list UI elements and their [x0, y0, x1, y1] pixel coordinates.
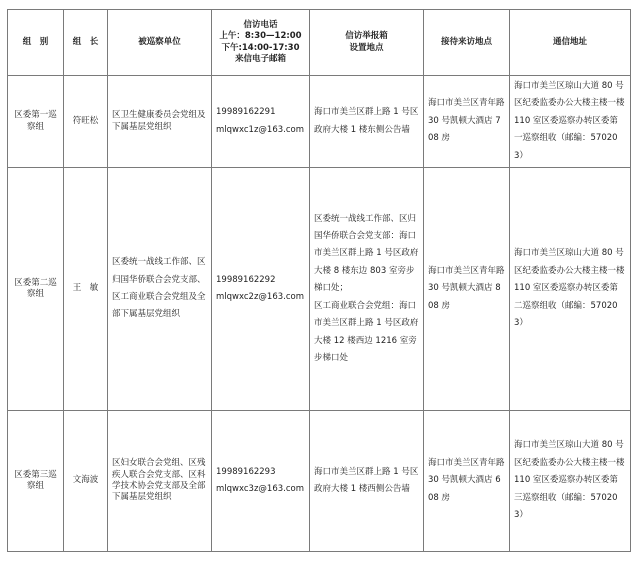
- header-mail: 通信地址: [510, 10, 631, 76]
- contact-cell: [212, 76, 310, 168]
- unit-cell: 区妇女联合会党组、区残疾人联合会党支部、区科学技术协会党支部及全部下属基层党组织: [108, 411, 212, 552]
- mail-cell: 海口市美兰区琼山大道 80 号区纪委监委办公大楼主楼一楼 110 室区委巡察办转区委第一巡察组收（邮编：570203）: [510, 76, 631, 168]
- table-row: [8, 168, 631, 411]
- box-cell: [310, 168, 424, 411]
- box-cell: 海口市美兰区群上路 1 号区政府大楼 1 楼西侧公告墙: [310, 411, 424, 552]
- visit-cell: 海口市美兰区青年路 30 号凯顿大酒店 808 房: [424, 168, 510, 411]
- header-box-line1: 信访举报箱: [345, 31, 388, 42]
- leader-cell: 王 敏: [64, 168, 108, 411]
- unit-cell: 区卫生健康委员会党组及下属基层党组织: [108, 76, 212, 168]
- group-cell: 区委第二巡察组: [8, 168, 64, 411]
- header-visit: 接待来访地点: [424, 10, 510, 76]
- email-address: mlqwxc2z@163.com: [216, 292, 304, 302]
- header-leader: 组 长: [64, 10, 108, 76]
- header-phone-line4: 来信电子邮箱: [234, 53, 286, 64]
- leader-cell: 符旺松: [64, 76, 108, 168]
- mail-cell: 海口市美兰区琼山大道 80 号区纪委监委办公大楼主楼一楼 110 室区委巡察办转区委第二巡察组收（邮编：570203）: [510, 168, 631, 411]
- table-row: [8, 76, 631, 168]
- leader-cell: 文海波: [64, 411, 108, 552]
- phone-number: 19989162293: [216, 466, 276, 477]
- box-location-2: 区工商业联合会党组：海口市美兰区群上路 1 号区政府大楼 12 楼西边 1216 室旁步梯口处: [314, 300, 419, 363]
- unit-cell: 区委统一战线工作部、区归国华侨联合会党支部、区工商业联合会党组及全部下属基层党组织: [108, 168, 212, 411]
- header-phone-line2: 上午：8:30—12:00: [219, 31, 302, 42]
- email-address: mlqwxc1z@163.com: [216, 124, 304, 135]
- header-phone: [212, 10, 310, 76]
- header-unit: 被巡察单位: [108, 10, 212, 76]
- contact-cell: [212, 168, 310, 411]
- box-cell: 海口市美兰区群上路 1 号区政府大楼 1 楼东侧公告墙: [310, 76, 424, 168]
- phone-number: 19989162292: [216, 274, 276, 285]
- email-address: mlqwxc3z@163.com: [216, 484, 304, 494]
- header-box: [310, 10, 424, 76]
- box-location-1: 区委统一战线工作部、区归国华侨联合会党支部：海口市美兰区群上路 1 号区政府大楼 8 楼东边 803 室旁步梯口处；: [314, 213, 419, 294]
- table-row: [8, 411, 631, 552]
- header-box-line2: 设置地点: [349, 42, 384, 53]
- header-phone-line3: 下午:14:00-17:30: [221, 42, 300, 53]
- header-phone-line1: 信访电话: [243, 19, 278, 30]
- group-cell: 区委第一巡察组: [8, 76, 64, 168]
- visit-cell: 海口市美兰区青年路 30 号凯顿大酒店 608 房: [424, 411, 510, 552]
- mail-cell: 海口市美兰区琼山大道 80 号区纪委监委办公大楼主楼一楼 110 室区委巡察办转区委第三巡察组收（邮编：570203）: [510, 411, 631, 552]
- group-cell: 区委第三巡察组: [8, 411, 64, 552]
- inspection-table: [7, 9, 631, 552]
- contact-cell: [212, 411, 310, 552]
- phone-number: 19989162291: [216, 107, 276, 118]
- header-row: [8, 10, 631, 76]
- header-group: 组 别: [8, 10, 64, 76]
- visit-cell: 海口市美兰区青年路 30 号凯顿大酒店 708 房: [424, 76, 510, 168]
